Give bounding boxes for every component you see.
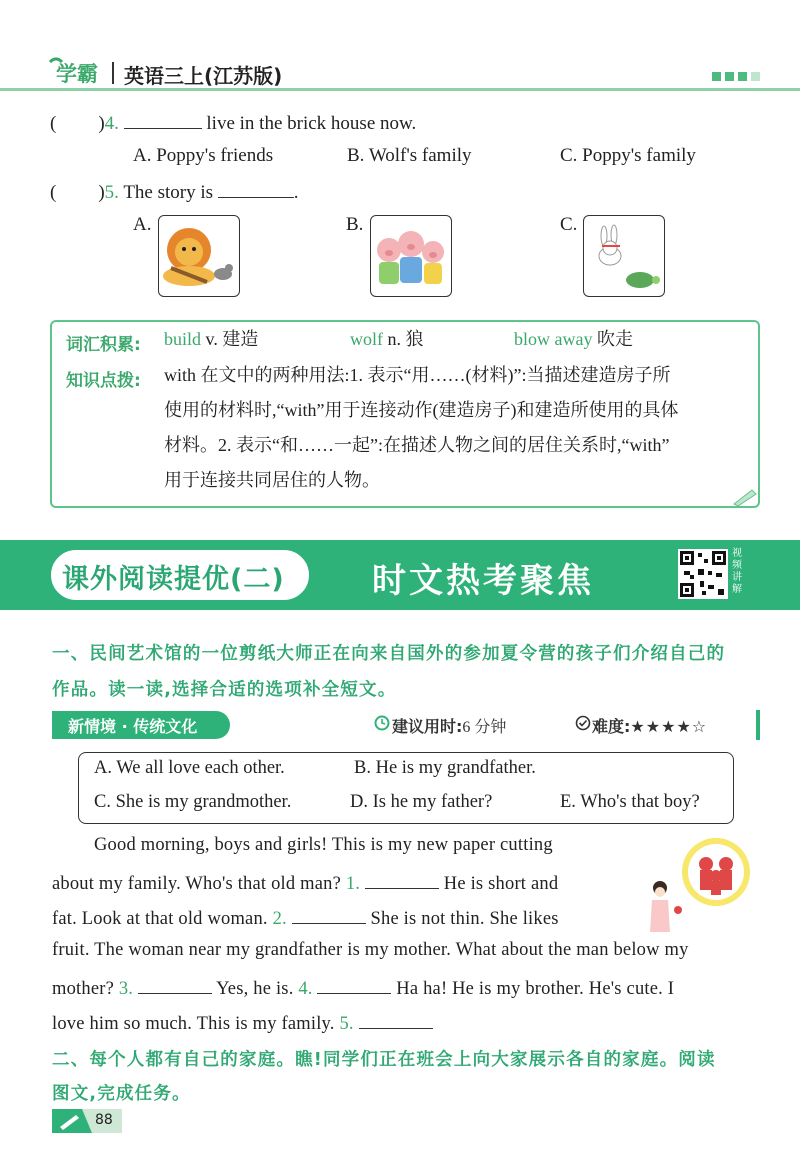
clock-icon [374, 715, 390, 735]
answer-paren-open: ( [50, 182, 57, 203]
question-text: The story is [123, 182, 214, 203]
fill-blank[interactable] [292, 905, 366, 924]
part1-instruction-line1: 一、民间艺术馆的一位剪纸大师正在向来自国外的参加夏令营的孩子们介绍自己的 [52, 644, 726, 664]
choice-a[interactable]: A. We all love each other. [94, 758, 285, 778]
header-rule [0, 88, 800, 91]
tip-text: with 在文中的两种用法:1. 表示“用……(材料)”:当描述建造房子所 使用的材料时,“with”用于连接动作(建造房子)和建造所使用的具体 材料。2. 表示“和……一起”:在描述人物之间的居住关系时,“with” 用于连接共同居住的人物。 [164, 365, 679, 490]
blank-number: 2. [272, 909, 287, 929]
passage-line: love him so much. This is my family. 5. [52, 1010, 433, 1035]
option-b[interactable]: B. Wolf's family [347, 145, 472, 166]
fill-blank[interactable] [317, 975, 391, 994]
fill-blank[interactable] [365, 870, 439, 889]
section-title: 课外阅读提优(二) [62, 564, 285, 595]
question-5: ( )5. The story is . [50, 179, 299, 204]
option-c[interactable]: C. Poppy's family [560, 145, 696, 166]
question-number: 5. [104, 182, 119, 203]
difficulty-stars: ★★★★☆ [630, 717, 708, 736]
passage-line: Good morning, boys and girls! This is my new paper cutting [94, 835, 553, 855]
header-decoration [712, 72, 760, 81]
answer-paren-open: ( [50, 113, 57, 134]
suggested-time: 建议用时:6 分钟 [392, 717, 507, 736]
paper-cutting-illustration [640, 836, 760, 940]
choice-c[interactable]: C. She is my grandmother. [94, 792, 292, 812]
answer-paren-close: ) [98, 113, 105, 134]
section-subtitle: 时文热考聚焦 [372, 561, 594, 601]
question-number: 4. [104, 113, 119, 134]
tag-row-bar [756, 710, 760, 740]
vocab-label: 词汇积累: [66, 335, 141, 355]
vocab-item-wolf: wolf n. 狼 [350, 329, 424, 349]
fill-blank[interactable] [218, 179, 294, 198]
fill-blank[interactable] [124, 110, 202, 129]
blank-number: 1. [345, 874, 361, 894]
book-title: 英语三上(江苏版) [124, 64, 283, 88]
passage-line: fat. Look at that old woman. 2. She is not thin. She likes [52, 905, 559, 930]
three-pigs-image[interactable] [370, 215, 452, 297]
qr-code-icon[interactable] [678, 549, 728, 599]
rabbit-and-tortoise-image[interactable] [583, 215, 665, 297]
header-divider [112, 62, 114, 84]
passage-line: about my family. Who's that old man? 1. He is short and [52, 870, 558, 895]
tip-label: 知识点拨: [66, 371, 141, 391]
vocab-item-blow-away: blow away 吹走 [514, 329, 633, 349]
choice-e[interactable]: E. Who's that boy? [560, 792, 700, 812]
option-c-label: C. [560, 214, 578, 235]
blank-number: 5. [339, 1014, 354, 1034]
vocab-item-build: build v. 建造 [164, 329, 259, 349]
check-icon [575, 715, 591, 735]
part2-instruction-line1: 二、每个人都有自己的家庭。瞧!同学们正在班会上向大家展示各自的家庭。阅读 [52, 1050, 716, 1070]
part1-instruction-line2: 作品。读一读,选择合适的选项补全短文。 [52, 680, 397, 700]
fill-blank[interactable] [138, 975, 212, 994]
part2-instruction-line2: 图文,完成任务。 [52, 1084, 191, 1104]
pencil-icon [52, 1109, 92, 1137]
blank-number: 3. [118, 979, 134, 999]
answer-paren-close: ) [98, 182, 105, 203]
lion-and-mouse-image[interactable] [158, 215, 240, 297]
svg-text:学霸: 学霸 [56, 62, 98, 86]
question-text: live in the brick house now. [206, 113, 417, 134]
passage-line: mother? 3. Yes, he is. 4. Ha ha! He is my brother. He's cute. I [52, 975, 674, 1000]
option-a-label: A. [133, 214, 152, 235]
brand-logo [48, 56, 112, 86]
difficulty: 难度:★★★★☆ [592, 717, 708, 736]
qr-label: 视频讲解 [732, 548, 742, 595]
choice-b[interactable]: B. He is my grandfather. [354, 758, 536, 778]
question-4 [50, 110, 416, 135]
choice-d[interactable]: D. Is he my father? [350, 792, 493, 812]
option-a[interactable]: A. Poppy's friends [133, 145, 274, 166]
context-tag-text: 新情境 · 传统文化 [68, 717, 198, 736]
pencil-icon [732, 486, 758, 510]
page-number: 88 [95, 1112, 113, 1128]
passage-line: fruit. The woman near my grandfather is my mother. What about the man below my [52, 940, 689, 960]
blank-number: 4. [298, 979, 313, 999]
option-b-label: B. [346, 214, 364, 235]
fill-blank[interactable] [359, 1010, 433, 1029]
